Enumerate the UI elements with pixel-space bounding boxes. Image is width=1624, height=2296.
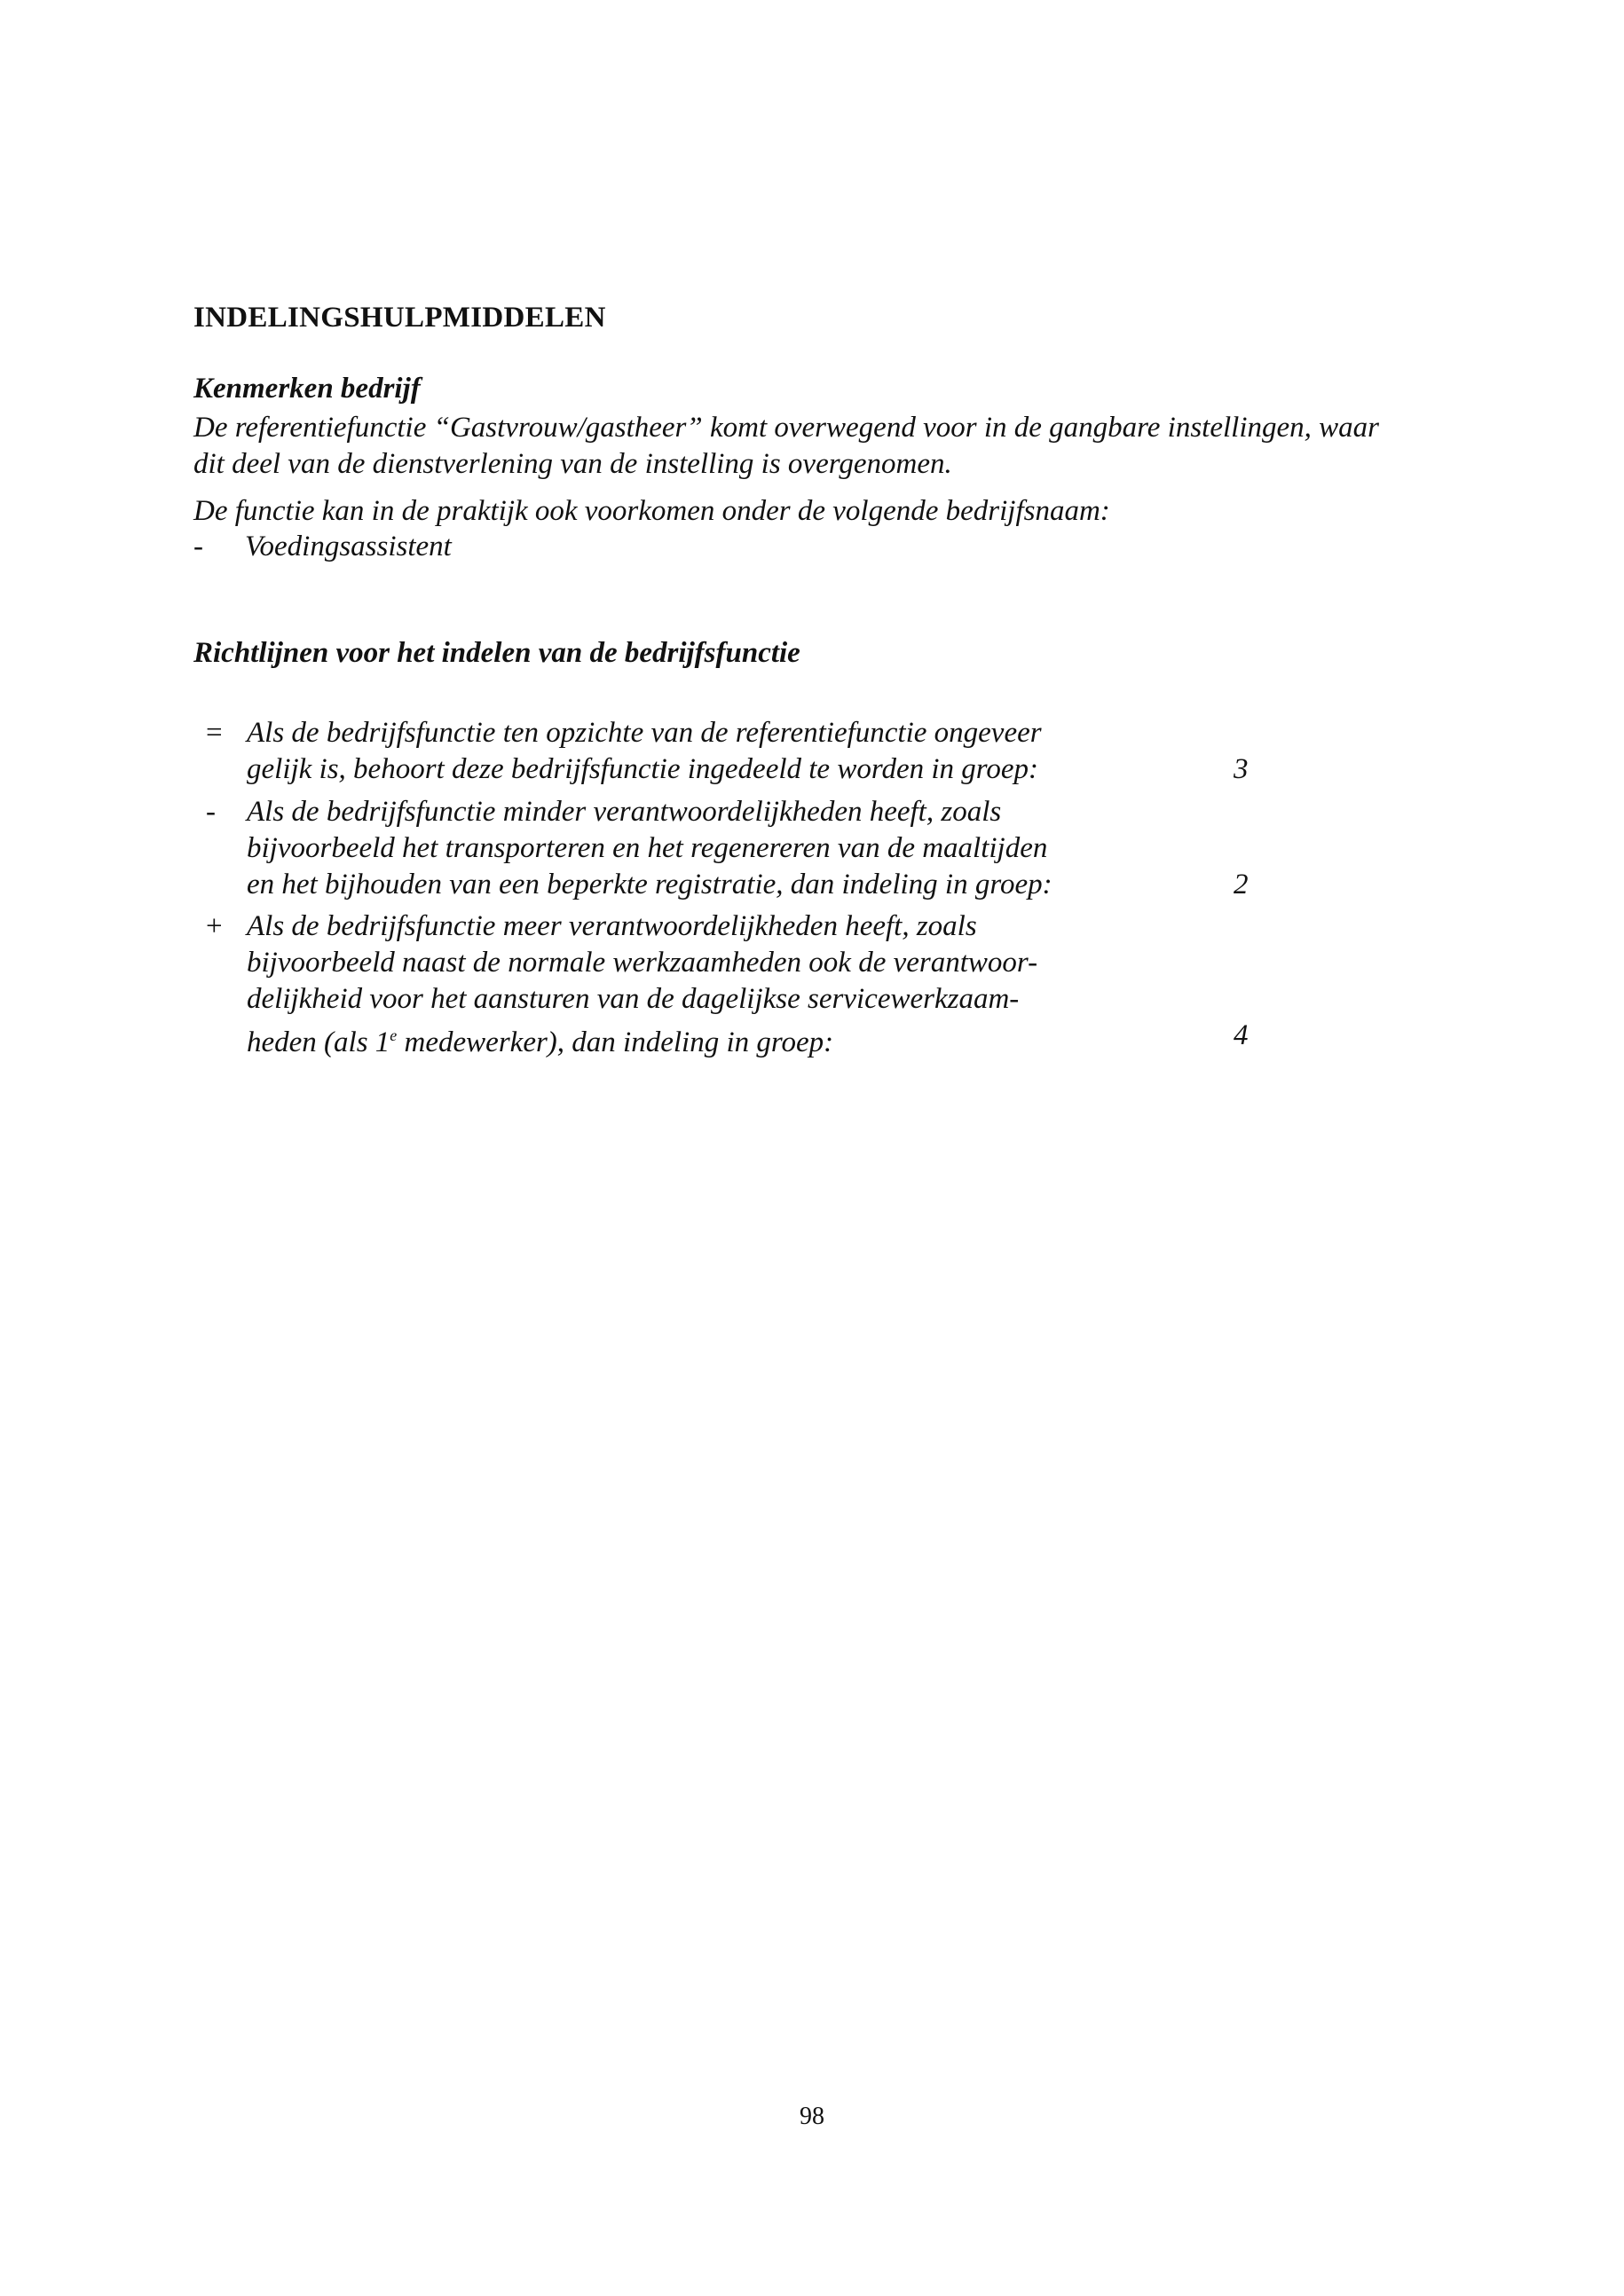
rule-text-line — [247, 1018, 1099, 1061]
kenmerken-paragraph — [193, 410, 1436, 483]
page-number: 98 — [800, 2103, 824, 2130]
superscript-e: e — [390, 1026, 398, 1044]
section-heading-kenmerken: Kenmerken bedrijf — [193, 373, 421, 405]
rule-text-fragment: medewerker), dan indeling in groep: — [397, 1026, 834, 1058]
rule-text-line: gelijk is, behoort deze bedrijfsfunctie ingedeeld te worden in groep: — [247, 753, 1039, 785]
rule-item — [206, 908, 1271, 1058]
rule-text-line: en het bijhouden van een beperkte registratie, dan indeling in groep: — [247, 869, 1052, 900]
group-number: 2 — [1234, 869, 1249, 900]
group-number: 4 — [1234, 1019, 1249, 1051]
section-heading-richtlijnen: Richtlijnen voor het indelen van de bedrijfsfunctie — [193, 637, 800, 669]
rule-text-line: Als de bedrijfsfunctie meer verantwoordelijkheden heeft, zoals — [247, 910, 977, 942]
list-dash: - — [193, 531, 203, 562]
rule-text — [247, 715, 1099, 788]
rule-text-line: Als de bedrijfsfunctie ten opzichte van de referentiefunctie ongeveer — [247, 717, 1042, 749]
alias-name: Voedingsassistent — [245, 531, 452, 562]
rule-symbol-plus: + — [206, 910, 223, 942]
rule-text-fragment: heden (als 1 — [247, 1026, 390, 1058]
group-number: 3 — [1234, 753, 1249, 785]
kenmerken-paragraph-line: dit deel van de dienstverlening van de instelling is overgenomen. — [193, 448, 952, 480]
rule-item — [206, 715, 1271, 788]
rule-text — [247, 908, 1099, 1061]
rule-text-line: bijvoorbeeld naast de normale werkzaamheden ook de verantwoor- — [247, 947, 1038, 979]
rule-item — [206, 794, 1271, 903]
kenmerken-paragraph-2: De functie kan in de praktijk ook voorkomen onder de volgende bedrijfsnaam: — [193, 495, 1110, 527]
rule-symbol-minus: - — [206, 796, 216, 828]
rule-text-line: bijvoorbeeld het transporteren en het regenereren van de maaltijden — [247, 832, 1048, 864]
alias-list-item — [193, 531, 452, 563]
rule-text — [247, 794, 1099, 903]
rule-symbol-equal: = — [206, 717, 223, 749]
page-title: INDELINGSHULPMIDDELEN — [193, 302, 606, 334]
kenmerken-paragraph-line: De referentiefunctie “Gastvrouw/gastheer” komt overwegend voor in de gangbare instellingen, waar — [193, 412, 1379, 444]
rule-text-line: Als de bedrijfsfunctie minder verantwoordelijkheden heeft, zoals — [247, 796, 1002, 828]
rule-text-line: delijkheid voor het aansturen van de dagelijkse servicewerkzaam- — [247, 983, 1020, 1015]
